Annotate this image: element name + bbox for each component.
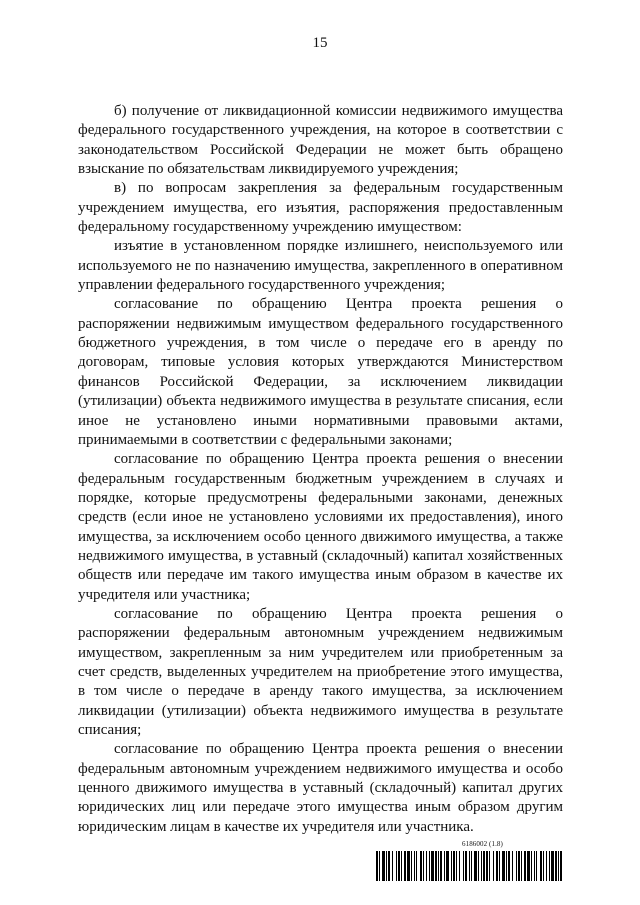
barcode-bar <box>401 851 402 881</box>
barcode-bar <box>404 851 406 881</box>
paragraph: изъятие в установленном порядке излишнего, неиспользуемого или используемого не по назначению имущества, закрепленного в оперативном управлении федерального государственного учреждения; <box>78 238 563 294</box>
barcode-bar <box>411 851 412 881</box>
barcode-bar <box>524 851 526 881</box>
page-number: 15 <box>312 35 328 51</box>
barcode-bar <box>431 851 434 881</box>
barcode-bar <box>453 851 455 881</box>
barcode-bar <box>493 851 494 881</box>
paragraph: б) получение от ликвидационной комиссии недвижимого имущества федерального государственного учреждения, на которое в соответствии с законодательством Российской Федерации не может быть обращено взыскание по обязательствам ликвидируемого учреждения; <box>78 103 563 178</box>
barcode-bar <box>451 851 452 881</box>
paragraph: согласование по обращению Центра проекта решения о распоряжении федеральным автономным учреждением недвижимым имуществом, закрепленным за ним учредителем или приобретенным за счет средств, выделенных учредителем на приобретение этого имущества, в том числе о передаче в аренду такого имущества, за исключением ликвидации (утилизации) объекта недвижимого имущества в результате списания; <box>78 605 563 738</box>
paragraph: согласование по обращению Центра проекта решения о внесении федеральным государственным бюджетным учреждением в случаях и порядке, которые предусмотрены федеральными законами, денежных средств (если иное не установлено условиями их предоставления), иного имущества, за исключением особо ценного движимого имущества, а также недвижимого имущества, в уставный (складочный) капитал хозяйственных обществ или передаче им такого имущества иным образом в качестве их учредителя или участника; <box>78 451 563 603</box>
barcode-bar <box>416 851 417 881</box>
barcode-bar <box>396 851 397 881</box>
paragraph: согласование по обращению Центра проекта решения о внесении федеральным автономным учреждением недвижимого имущества и особо ценного движимого имущества в уставный (складочный) капитал других юридических лиц или передаче этого имущества иным образом другим юридическим лицам в качестве их учредителя или участника. <box>78 741 563 835</box>
barcode-bar <box>376 851 378 881</box>
barcode-bar <box>388 851 390 881</box>
barcode-bar <box>549 851 550 881</box>
barcode-bar <box>446 851 449 881</box>
barcode-bar <box>459 851 460 881</box>
barcode-bar <box>540 851 542 881</box>
barcode-bar <box>392 851 393 881</box>
barcode-bar <box>481 851 482 881</box>
barcode-bar <box>483 851 485 881</box>
barcode-bar <box>386 851 387 881</box>
barcode-bar <box>486 851 488 881</box>
barcode-bar <box>546 851 547 881</box>
barcode-bar <box>499 851 500 881</box>
barcode-bar <box>516 851 517 881</box>
barcode-bar <box>478 851 479 881</box>
barcode-bar <box>527 851 530 881</box>
barcode-bar <box>558 851 559 881</box>
barcode-bar <box>489 851 490 881</box>
barcode-bar <box>438 851 439 881</box>
barcode-bar <box>379 851 380 881</box>
barcode-bar <box>444 851 445 881</box>
barcode-bar <box>521 851 522 881</box>
barcode-bar <box>469 851 470 881</box>
barcode-bar <box>555 851 557 881</box>
barcode-bar <box>471 851 472 881</box>
barcode-bar <box>426 851 427 881</box>
barcode-bar <box>512 851 513 881</box>
barcode-bar <box>543 851 544 881</box>
barcode-bar <box>508 851 510 881</box>
barcode-bar <box>531 851 532 881</box>
barcode-bar <box>560 851 562 881</box>
barcode-bar <box>536 851 537 881</box>
barcode-bar <box>506 851 507 881</box>
barcode-icon <box>376 851 562 881</box>
barcode-bar <box>420 851 422 881</box>
paragraph: согласование по обращению Центра проекта решения о распоряжении недвижимым имуществом федерального государственного бюджетного учреждения, в том числе о передаче его в аренду по договорам, типовые условия которых утверждаются Министерством финансов Российской Федерации, за исключением ликвидации (утилизации) объекта недвижимого имущества в результате списания, если иное не установлено иными нормативными правовыми актами, принимаемыми в соответствии с федеральными законами; <box>78 296 563 448</box>
document-code: 6186002 (1.8) <box>462 840 503 848</box>
barcode-bar <box>435 851 437 881</box>
barcode-bar <box>423 851 424 881</box>
barcode-bar <box>429 851 430 881</box>
body-text <box>78 102 563 837</box>
barcode-bar <box>440 851 442 881</box>
paragraph: в) по вопросам закрепления за федеральным государственным учреждением имущества, его изъятия, распоряжения предоставленным федеральному государственному учреждению имуществом: <box>78 180 563 236</box>
barcode-bar <box>465 851 467 881</box>
barcode-bar <box>456 851 457 881</box>
barcode-bar <box>518 851 520 881</box>
barcode-bar <box>502 851 505 881</box>
barcode-bar <box>414 851 415 881</box>
barcode-bar <box>551 851 554 881</box>
barcode-bar <box>382 851 385 881</box>
barcode-bar <box>496 851 498 881</box>
barcode-bar <box>407 851 410 881</box>
barcode-bar <box>463 851 464 881</box>
barcode-bar <box>474 851 477 881</box>
barcode-bar <box>398 851 400 881</box>
barcode-bar <box>534 851 535 881</box>
